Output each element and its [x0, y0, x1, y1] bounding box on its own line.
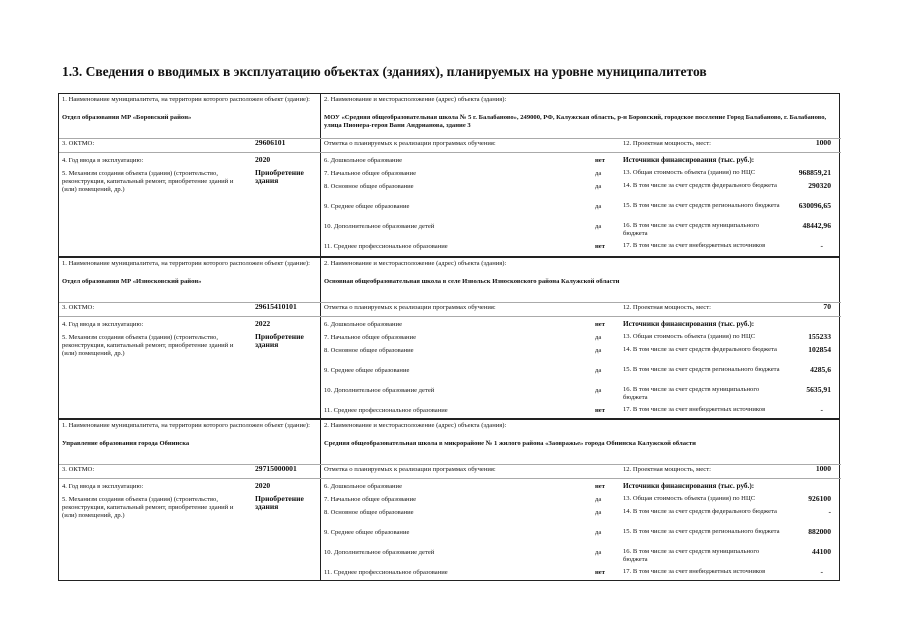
program-mark: нет	[595, 569, 605, 576]
year-label: 4. Год ввода в эксплуатацию:	[62, 157, 144, 164]
program-mark: да	[595, 549, 602, 556]
funding-value: 290320	[808, 181, 831, 190]
oktmo-value: 29715000001	[255, 464, 297, 473]
municipality-name: Отдел образования МР «Боровский район»	[62, 114, 192, 121]
funding-value: 630096,65	[798, 201, 831, 210]
program-mark: да	[595, 496, 602, 503]
year-value: 2020	[255, 481, 271, 490]
municipality-label: 1. Наименование муниципалитета, на территории которого расположен объект (здание):	[62, 260, 310, 267]
row-divider	[59, 478, 841, 479]
funding-municipal-label: 16. В том числе за счет средств муниципального бюджета	[623, 222, 760, 237]
column-divider	[320, 94, 321, 256]
program-mark: да	[595, 387, 602, 394]
programs-label: Отметка о планируемых к реализации программах обучения:	[324, 466, 496, 473]
funding-header: Источники финансирования (тыс. руб.):	[623, 156, 755, 164]
oktmo-label: 3. ОКТМО:	[62, 140, 95, 147]
funding-value: 155233	[808, 332, 831, 341]
program-additional: 10. Дополнительное образование детей	[324, 549, 435, 556]
programs-label: Отметка о планируемых к реализации программах обучения:	[324, 140, 496, 147]
oktmo-label: 3. ОКТМО:	[62, 304, 95, 311]
program-mark: да	[595, 347, 602, 354]
program-mark: да	[595, 509, 602, 516]
row-divider	[59, 464, 841, 465]
funding-municipal-label: 16. В том числе за счет средств муниципального бюджета	[623, 386, 760, 401]
program-mark: нет	[595, 407, 605, 414]
object-address: МОУ «Средняя общеобразовательная школа № 5 г. Балабаново», 249000, РФ, Калужская область, р-н Боровский, городское поселение Город Балабаново, г. Балабаново, улица Пионера-героя Вани Андрианова, здание 3	[324, 114, 827, 129]
year-value: 2020	[255, 155, 271, 164]
program-basic: 8. Основное общее образование	[324, 347, 414, 354]
program-secondary: 9. Среднее общее образование	[324, 203, 410, 210]
funding-municipal-label: 16. В том числе за счет средств муниципального бюджета	[623, 548, 760, 563]
funding-offbudget-label: 17. В том числе за счет внебюджетных источников	[623, 242, 766, 249]
capacity-value: 70	[823, 302, 831, 311]
funding-value: 44100	[812, 547, 831, 556]
oktmo-value: 29606101	[255, 138, 286, 147]
funding-total-label: 13. Общая стоимость объекта (здания) по НЦС	[623, 495, 756, 502]
program-mark: да	[595, 367, 602, 374]
row-divider	[59, 302, 841, 303]
funding-value: 4285,6	[810, 365, 831, 374]
capacity-value: 1000	[815, 464, 831, 473]
program-additional: 10. Дополнительное образование детей	[324, 387, 435, 394]
program-secondary: 9. Среднее общее образование	[324, 367, 410, 374]
municipality-label: 1. Наименование муниципалитета, на территории которого расположен объект (здание):	[62, 96, 310, 103]
program-mark: нет	[595, 157, 605, 164]
program-mark: нет	[595, 243, 605, 250]
program-mark: да	[595, 203, 602, 210]
municipality-label: 1. Наименование муниципалитета, на территории которого расположен объект (здание):	[62, 422, 310, 429]
mechanism-label: 5. Механизм создания объекта (здания) (строительство, реконструкция, капитальный ремонт, приобретение зданий и (или) помещений, др.)	[62, 496, 234, 519]
program-additional: 10. Дополнительное образование детей	[324, 223, 435, 230]
program-mark: да	[595, 170, 602, 177]
program-primary: 7. Начальное общее образование	[324, 496, 417, 503]
municipality-name: Управление образования города Обнинска	[62, 440, 190, 447]
program-preschool: 6. Дошкольное образование	[324, 321, 402, 328]
funding-header: Источники финансирования (тыс. руб.):	[623, 482, 755, 490]
funding-regional-label: 15. В том числе за счет средств регионального бюджета	[623, 202, 780, 209]
object-label: 2. Наименование и месторасположение (адрес) объекта (здания):	[324, 96, 507, 103]
funding-value: -	[828, 507, 831, 516]
year-label: 4. Год ввода в эксплуатацию:	[62, 483, 144, 490]
funding-total-label: 13. Общая стоимость объекта (здания) по НЦС	[623, 169, 756, 176]
program-mark: нет	[595, 321, 605, 328]
funding-value: -	[820, 567, 823, 576]
oktmo-label: 3. ОКТМО:	[62, 466, 95, 473]
program-mark: да	[595, 529, 602, 536]
program-preschool: 6. Дошкольное образование	[324, 157, 402, 164]
capacity-value: 1000	[815, 138, 831, 147]
column-divider	[320, 258, 321, 418]
capacity-label: 12. Проектная мощность, мест:	[623, 304, 711, 311]
object-address: Средняя общеобразовательная школа в микрорайоне № 1 жилого района «Заовражье» города Обнинска Калужской области	[324, 440, 696, 447]
capacity-label: 12. Проектная мощность, мест:	[623, 140, 711, 147]
funding-value: 48442,96	[802, 221, 831, 230]
funding-offbudget-label: 17. В том числе за счет внебюджетных источников	[623, 406, 766, 413]
funding-header: Источники финансирования (тыс. руб.):	[623, 320, 755, 328]
funding-total-label: 13. Общая стоимость объекта (здания) по НЦС	[623, 333, 756, 340]
funding-value: 968859,21	[798, 168, 831, 177]
mechanism-label: 5. Механизм создания объекта (здания) (строительство, реконструкция, капитальный ремонт, приобретение зданий и (или) помещений, др.)	[62, 334, 234, 357]
object-label: 2. Наименование и месторасположение (адрес) объекта (здания):	[324, 260, 507, 267]
program-primary: 7. Начальное общее образование	[324, 334, 417, 341]
row-divider	[59, 138, 841, 139]
funding-value: -	[820, 405, 823, 414]
object-address: Основная общеобразовательная школа в селе Извольск Износковского района Калужской области	[324, 278, 620, 285]
object-block	[58, 419, 840, 581]
program-vocational: 11. Среднее профессиональное образование	[324, 569, 448, 576]
funding-value: 882000	[808, 527, 831, 536]
program-mark: да	[595, 223, 602, 230]
municipality-name: Отдел образования МР «Износковский район»	[62, 278, 202, 285]
funding-regional-label: 15. В том числе за счет средств регионального бюджета	[623, 528, 780, 535]
funding-value: 926100	[808, 494, 831, 503]
program-preschool: 6. Дошкольное образование	[324, 483, 402, 490]
mechanism-value: Приобретение здания	[255, 332, 304, 349]
program-mark: да	[595, 334, 602, 341]
funding-federal-label: 14. В том числе за счет средств федерального бюджета	[623, 346, 777, 353]
capacity-label: 12. Проектная мощность, мест:	[623, 466, 711, 473]
mechanism-value: Приобретение здания	[255, 168, 304, 185]
programs-label: Отметка о планируемых к реализации программах обучения:	[324, 304, 496, 311]
page-title: 1.3. Сведения о вводимых в эксплуатацию объектах (зданиях), планируемых на уровне муниципалитетов	[62, 64, 707, 79]
program-mark: нет	[595, 483, 605, 490]
year-label: 4. Год ввода в эксплуатацию:	[62, 321, 144, 328]
program-vocational: 11. Среднее профессиональное образование	[324, 243, 448, 250]
object-label: 2. Наименование и месторасположение (адрес) объекта (здания):	[324, 422, 507, 429]
row-divider	[59, 316, 841, 317]
object-block	[58, 257, 840, 419]
program-vocational: 11. Среднее профессиональное образование	[324, 407, 448, 414]
program-primary: 7. Начальное общее образование	[324, 170, 417, 177]
row-divider	[59, 152, 841, 153]
program-secondary: 9. Среднее общее образование	[324, 529, 410, 536]
funding-federal-label: 14. В том числе за счет средств федерального бюджета	[623, 182, 777, 189]
mechanism-value: Приобретение здания	[255, 494, 304, 511]
year-value: 2022	[255, 319, 271, 328]
program-basic: 8. Основное общее образование	[324, 183, 414, 190]
oktmo-value: 29615410101	[255, 302, 297, 311]
funding-regional-label: 15. В том числе за счет средств регионального бюджета	[623, 366, 780, 373]
program-mark: да	[595, 183, 602, 190]
mechanism-label: 5. Механизм создания объекта (здания) (строительство, реконструкция, капитальный ремонт, приобретение зданий и (или) помещений, др.)	[62, 170, 234, 193]
funding-value: 5635,91	[806, 385, 831, 394]
funding-offbudget-label: 17. В том числе за счет внебюджетных источников	[623, 568, 766, 575]
funding-federal-label: 14. В том числе за счет средств федерального бюджета	[623, 508, 777, 515]
program-basic: 8. Основное общее образование	[324, 509, 414, 516]
funding-value: 102854	[808, 345, 831, 354]
funding-value: -	[820, 241, 823, 250]
column-divider	[320, 420, 321, 580]
object-block	[58, 93, 840, 257]
